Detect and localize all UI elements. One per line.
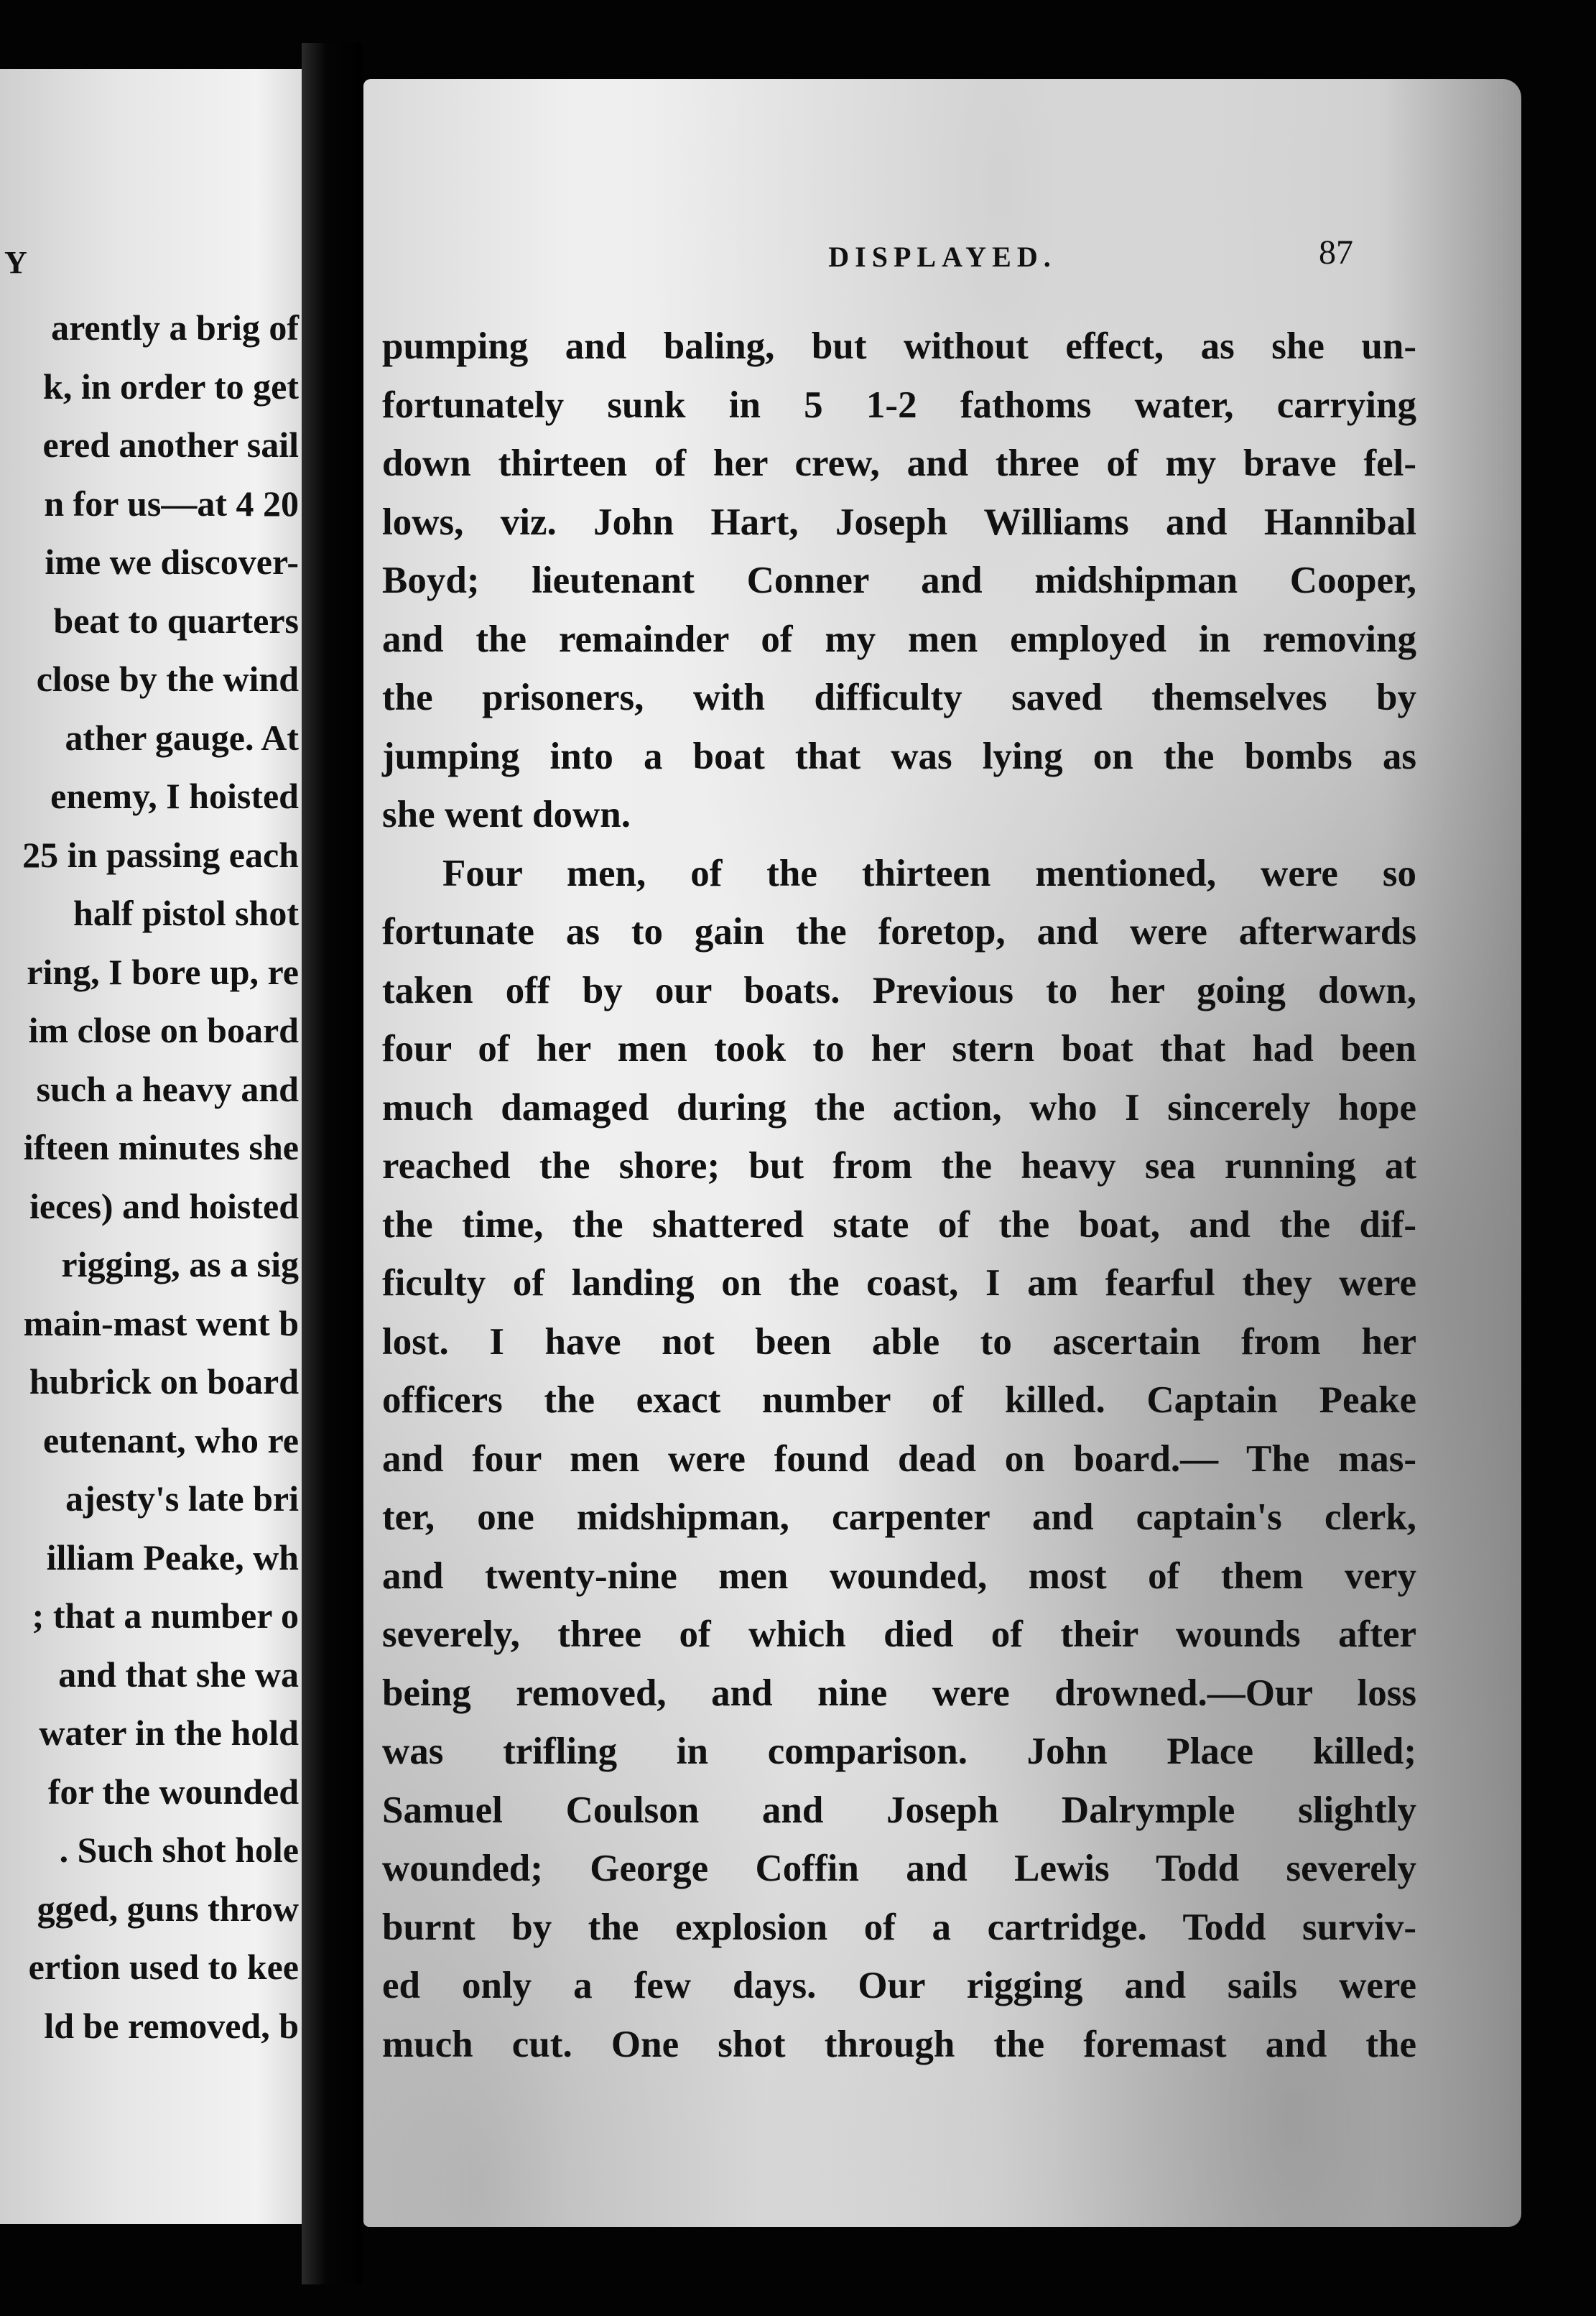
left-text-line: n for us—at 4 20 xyxy=(44,483,299,524)
text-line: burnt by the explosion of a cartridge. Todd surviv- xyxy=(382,1906,1416,1948)
text-line: she went down. xyxy=(382,794,631,835)
text-line: being removed, and nine were drowned.—Our loss xyxy=(382,1672,1416,1714)
text-line: the time, the shattered state of the boat, and the dif- xyxy=(382,1203,1416,1246)
text-line: jumping into a boat that was lying on the bombs as xyxy=(382,735,1416,777)
text-line: lows, viz. John Hart, Joseph Williams and Hannibal xyxy=(382,501,1416,543)
text-line: Four men, of the thirteen mentioned, were so xyxy=(442,852,1416,894)
left-running-head: Y xyxy=(4,245,30,280)
left-page xyxy=(0,69,302,2224)
left-text-line: close by the wind xyxy=(36,659,299,699)
left-page-text xyxy=(0,69,302,2224)
left-text-line: illiam Peake, wh xyxy=(46,1537,299,1578)
text-line: taken off by our boats. Previous to her going down, xyxy=(382,969,1416,1011)
text-line: was trifling in comparison. John Place killed; xyxy=(382,1731,1416,1772)
body-text xyxy=(382,79,1416,2227)
text-line: much damaged during the action, who I sincerely hope xyxy=(382,1086,1416,1129)
text-line: four of her men took to her stern boat that had been xyxy=(382,1028,1416,1070)
text-line: severely, three of which died of their wounds after xyxy=(382,1613,1416,1655)
left-text-line: main-mast went b xyxy=(23,1302,299,1343)
binding-gutter xyxy=(302,43,362,2284)
running-head: DISPLAYED. xyxy=(828,241,1057,273)
left-text-line: ertion used to kee xyxy=(28,1947,299,1987)
text-line: reached the shore; but from the heavy sea running at xyxy=(382,1145,1416,1187)
text-line: Samuel Coulson and Joseph Dalrymple slightly xyxy=(382,1789,1416,1831)
text-line: ter, one midshipman, carpenter and captain's clerk, xyxy=(382,1496,1416,1538)
left-text-line: eutenant, who re xyxy=(42,1419,299,1460)
left-text-line: ld be removed, b xyxy=(44,2005,299,2046)
left-text-line: im close on board xyxy=(28,1010,299,1050)
text-line: wounded; George Coffin and Lewis Todd severely xyxy=(382,1848,1416,1889)
text-line: much cut. One shot through the foremast and the xyxy=(382,2023,1416,2065)
left-text-line: rigging, as a sig xyxy=(61,1244,299,1284)
left-text-line: for the wounded xyxy=(47,1771,299,1812)
text-line: fortunately sunk in 5 1-2 fathoms water, carrying xyxy=(382,384,1416,426)
left-text-line: water in the hold xyxy=(39,1713,299,1753)
left-text-line: hubrick on board xyxy=(29,1361,299,1402)
text-line: ed only a few days. Our rigging and sails were xyxy=(382,1965,1416,2006)
left-text-line: ime we discover- xyxy=(45,542,299,582)
left-text-line: and that she wa xyxy=(58,1654,299,1695)
left-text-line: ifteen minutes she xyxy=(23,1127,299,1167)
page-number: 87 xyxy=(1319,233,1353,272)
left-text-line: such a heavy and xyxy=(36,1068,299,1109)
left-text-line: . Such shot hole xyxy=(59,1830,299,1870)
left-text-line: k, in order to get xyxy=(43,366,299,407)
left-text-line: ered another sail xyxy=(42,425,299,465)
text-line: the prisoners, with difficulty saved themselves by xyxy=(382,677,1416,718)
text-line: fortunate as to gain the foretop, and were afterwards xyxy=(382,911,1416,953)
text-line: officers the exact number of killed. Captain Peake xyxy=(382,1379,1416,1421)
left-text-line: enemy, I hoisted xyxy=(50,776,299,816)
text-line: and the remainder of my men employed in removing xyxy=(382,618,1416,660)
left-text-line: arently a brig of xyxy=(51,307,299,348)
left-text-line: half pistol shot xyxy=(73,893,299,933)
text-line: Boyd; lieutenant Conner and midshipman Cooper, xyxy=(382,560,1416,601)
text-line: lost. I have not been able to ascertain from her xyxy=(382,1320,1416,1363)
text-line: down thirteen of her crew, and three of my brave fel- xyxy=(382,443,1416,484)
text-line: ficulty of landing on the coast, I am fearful they were xyxy=(382,1262,1416,1304)
text-line: and twenty-nine men wounded, most of them very xyxy=(382,1555,1416,1597)
left-text-line: beat to quarters xyxy=(53,600,299,641)
left-text-line: ieces) and hoisted xyxy=(29,1185,299,1226)
right-page xyxy=(363,79,1521,2227)
text-line: pumping and baling, but without effect, as she un- xyxy=(382,325,1416,367)
left-text-line: gged, guns throw xyxy=(37,1888,299,1929)
left-text-line: ; that a number o xyxy=(32,1595,299,1636)
left-text-line: ajesty's late bri xyxy=(65,1478,299,1519)
left-text-line: ather gauge. At xyxy=(65,717,299,758)
text-line: and four men were found dead on board.— The mas- xyxy=(382,1437,1416,1480)
left-text-line: 25 in passing each xyxy=(22,834,299,875)
left-text-line: ring, I bore up, re xyxy=(27,951,299,992)
